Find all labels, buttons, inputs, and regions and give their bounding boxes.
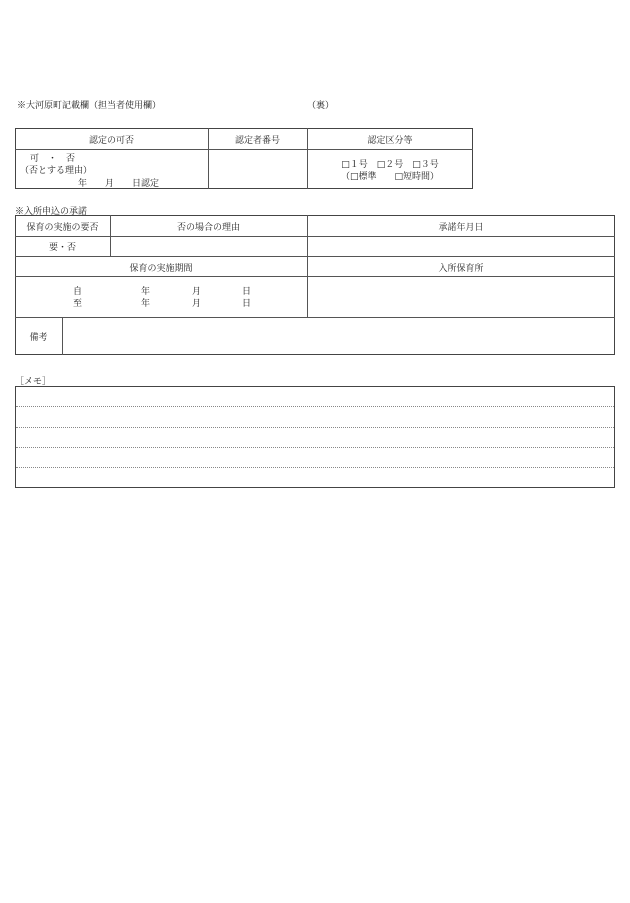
cert-date: 年 月 日認定	[78, 179, 160, 189]
to-month: 月	[192, 299, 202, 309]
header-approval: 認定の可否	[88, 136, 134, 146]
header-need: 保育の実施の要否	[26, 223, 99, 233]
approval-choice[interactable]: 可 ・ 否	[30, 154, 76, 164]
need-choice[interactable]: 要・否	[48, 243, 76, 253]
remarks-label: 備考	[29, 333, 48, 343]
to-label: 至	[73, 299, 83, 309]
hours-checkboxes[interactable]: （□標準 □短時間）	[340, 172, 439, 182]
from-label: 自	[73, 287, 83, 297]
admission-title: ※入所申込の承諾	[15, 207, 88, 217]
reason-label: （否とする理由）	[20, 166, 93, 176]
to-day: 日	[242, 299, 252, 309]
memo-box[interactable]	[15, 386, 615, 488]
memo-label: ［メモ］	[15, 377, 52, 387]
header-cert-number: 認定者番号	[234, 136, 280, 146]
from-day: 日	[242, 287, 252, 297]
header-approval-date: 承諾年月日	[438, 223, 484, 233]
from-month: 月	[192, 287, 202, 297]
back-side-label: （裏）	[307, 101, 335, 111]
category-checkboxes[interactable]: □１号 □２号 □３号	[341, 160, 439, 170]
header-reason: 否の場合の理由	[176, 223, 240, 233]
section-title: ※大河原町記載欄（担当者使用欄）	[17, 101, 162, 111]
to-year: 年	[141, 299, 151, 309]
facility-label: 入所保育所	[438, 264, 484, 274]
header-cert-category: 認定区分等	[367, 136, 413, 146]
period-label: 保育の実施期間	[129, 264, 193, 274]
from-year: 年	[141, 287, 151, 297]
